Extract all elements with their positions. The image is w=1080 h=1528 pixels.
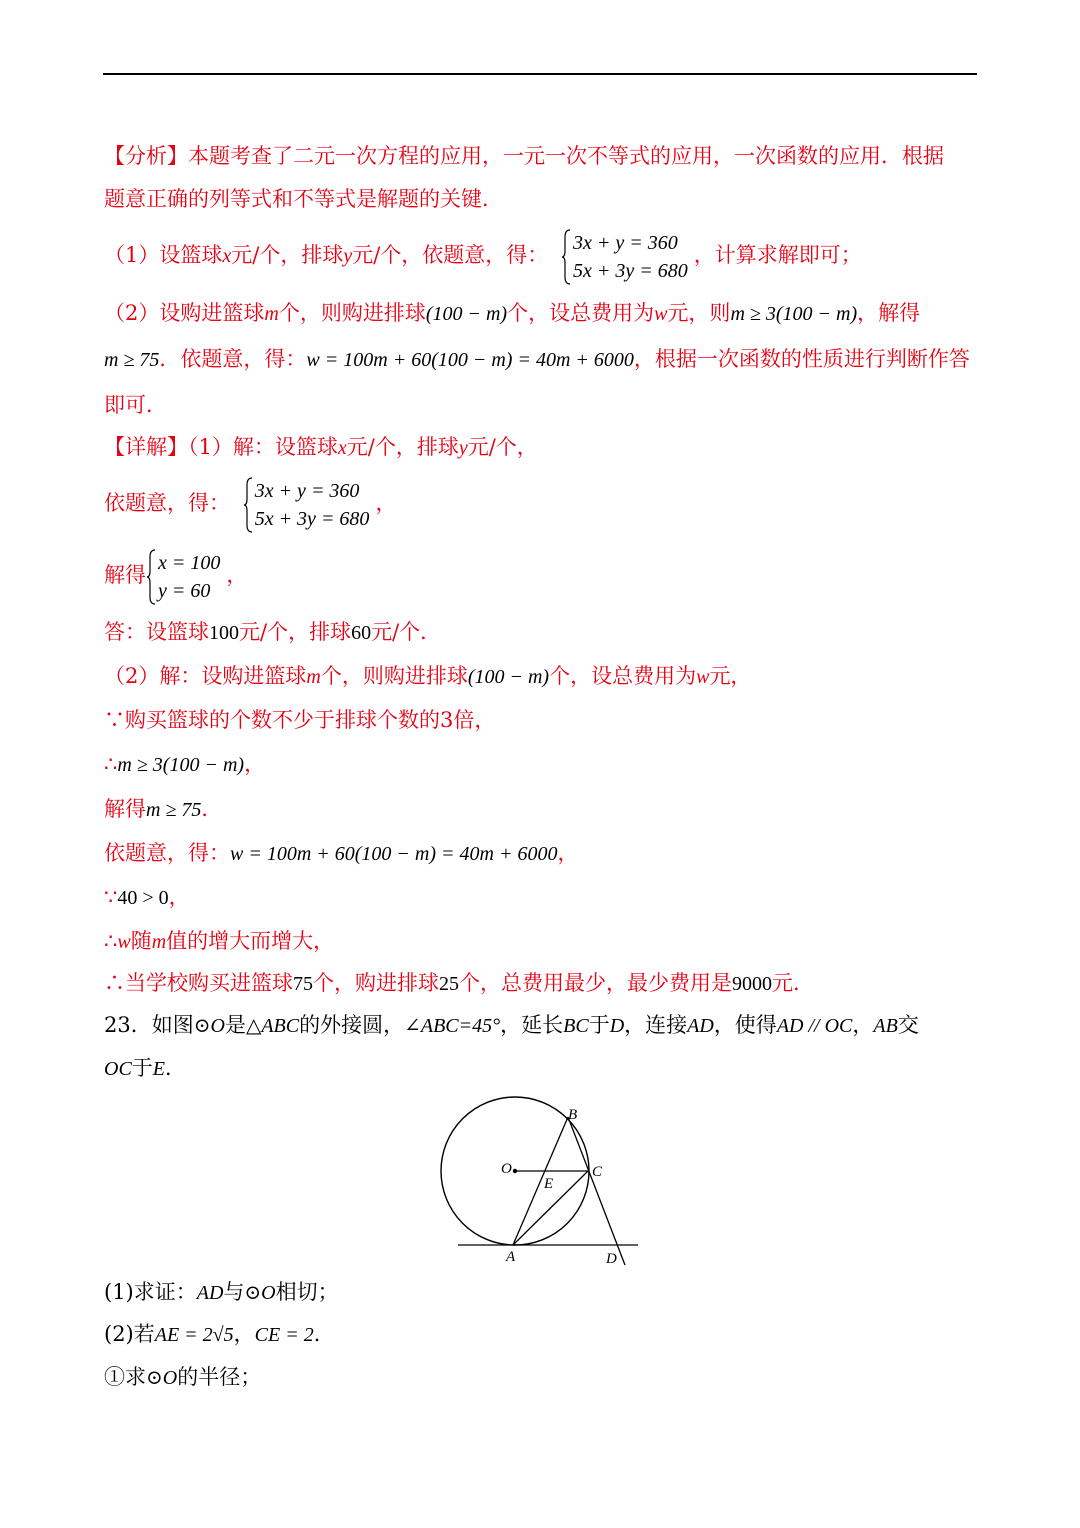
label-b: B	[568, 1107, 578, 1123]
detail-line-5: （2）解：设购进篮球m个，则购进排球(100 − m)个，设总费用为w元，	[104, 664, 752, 688]
label-a: A	[506, 1249, 516, 1265]
question-23-line-1: 23．如图⊙O是△ABC的外接圆，∠ABC=45°，延长BC于D，连接AD，使得AD // OC，AB交	[104, 1013, 919, 1037]
analysis-line-2: 题意正确的列等式和不等式是解题的关键．	[104, 187, 503, 211]
analysis-part-1: （1）设篮球x元/个，排球y元/个，依题意，得： 3x + y = 360 5x + 3y = 680 ，计算求解即可；	[104, 225, 862, 286]
detail-line-1: 【详解】（1）解：设篮球x元/个，排球y元/个，	[104, 435, 538, 459]
detail-line-7: ∴m ≥ 3(100 − m)，	[104, 752, 266, 776]
center-point	[513, 1169, 517, 1173]
question-23-part-2: (2)若AE = 2√5，CE = 2．	[104, 1322, 335, 1346]
line-bcd	[568, 1117, 625, 1265]
label-o: O	[501, 1161, 512, 1177]
detail-line-3: 解得 x = 100 y = 60 ，	[104, 545, 247, 605]
brace-icon	[243, 477, 253, 533]
question-23-part-2-sub-1: ①求⊙O的半径；	[104, 1365, 262, 1389]
solution-system: x = 100 y = 60	[146, 549, 220, 605]
geometry-figure	[440, 1095, 640, 1267]
brace-icon	[146, 549, 156, 605]
analysis-part-2: （2）设购进篮球m个，则购进排球(100 − m)个，设总费用为w元，则m ≥ 3(100 − m)，解得	[104, 301, 921, 325]
equation-system: 3x + y = 360 5x + 3y = 680	[561, 229, 688, 285]
detail-line-2: 依题意，得： 3x + y = 360 5x + 3y = 680 ，	[104, 473, 396, 533]
detail-line-4: 答：设篮球100元/个，排球60元/个．	[104, 620, 442, 644]
detail-line-8: 解得m ≥ 75．	[104, 797, 223, 821]
question-23-line-2: OC于E．	[104, 1056, 187, 1080]
analysis-line-1: 【分析】本题考查了二元一次方程的应用，一元一次不等式的应用，一次函数的应用．根据	[104, 144, 944, 168]
label-e: E	[544, 1176, 554, 1192]
detail-line-6: ∵购买篮球的个数不少于排球个数的3倍，	[104, 708, 496, 732]
equation-system: 3x + y = 360 5x + 3y = 680	[243, 477, 370, 533]
detail-line-10: ∵40 > 0，	[104, 885, 190, 909]
label-d: D	[606, 1251, 617, 1267]
question-23-part-1: (1)求证：AD与⊙O相切；	[104, 1280, 339, 1304]
header-rule	[103, 73, 977, 75]
label-c: C	[592, 1164, 603, 1180]
brace-icon	[561, 229, 571, 285]
line-ab	[513, 1117, 568, 1245]
analysis-part-4: 即可．	[104, 393, 167, 417]
analysis-part-3: m ≥ 75．依题意，得：w = 100m + 60(100 − m) = 40m + 6000，根据一次函数的性质进行判断作答	[104, 347, 970, 371]
detail-line-9: 依题意，得：w = 100m + 60(100 − m) = 40m + 6000，	[104, 841, 579, 865]
detail-line-12: ∴当学校购买进篮球75个，购进排球25个，总费用最少，最少费用是9000元．	[104, 971, 814, 995]
analysis-tag: 【分析】	[104, 144, 188, 168]
detail-line-11: ∴w随m值的增大而增大，	[104, 929, 335, 953]
detail-tag: 【详解】	[104, 435, 188, 459]
